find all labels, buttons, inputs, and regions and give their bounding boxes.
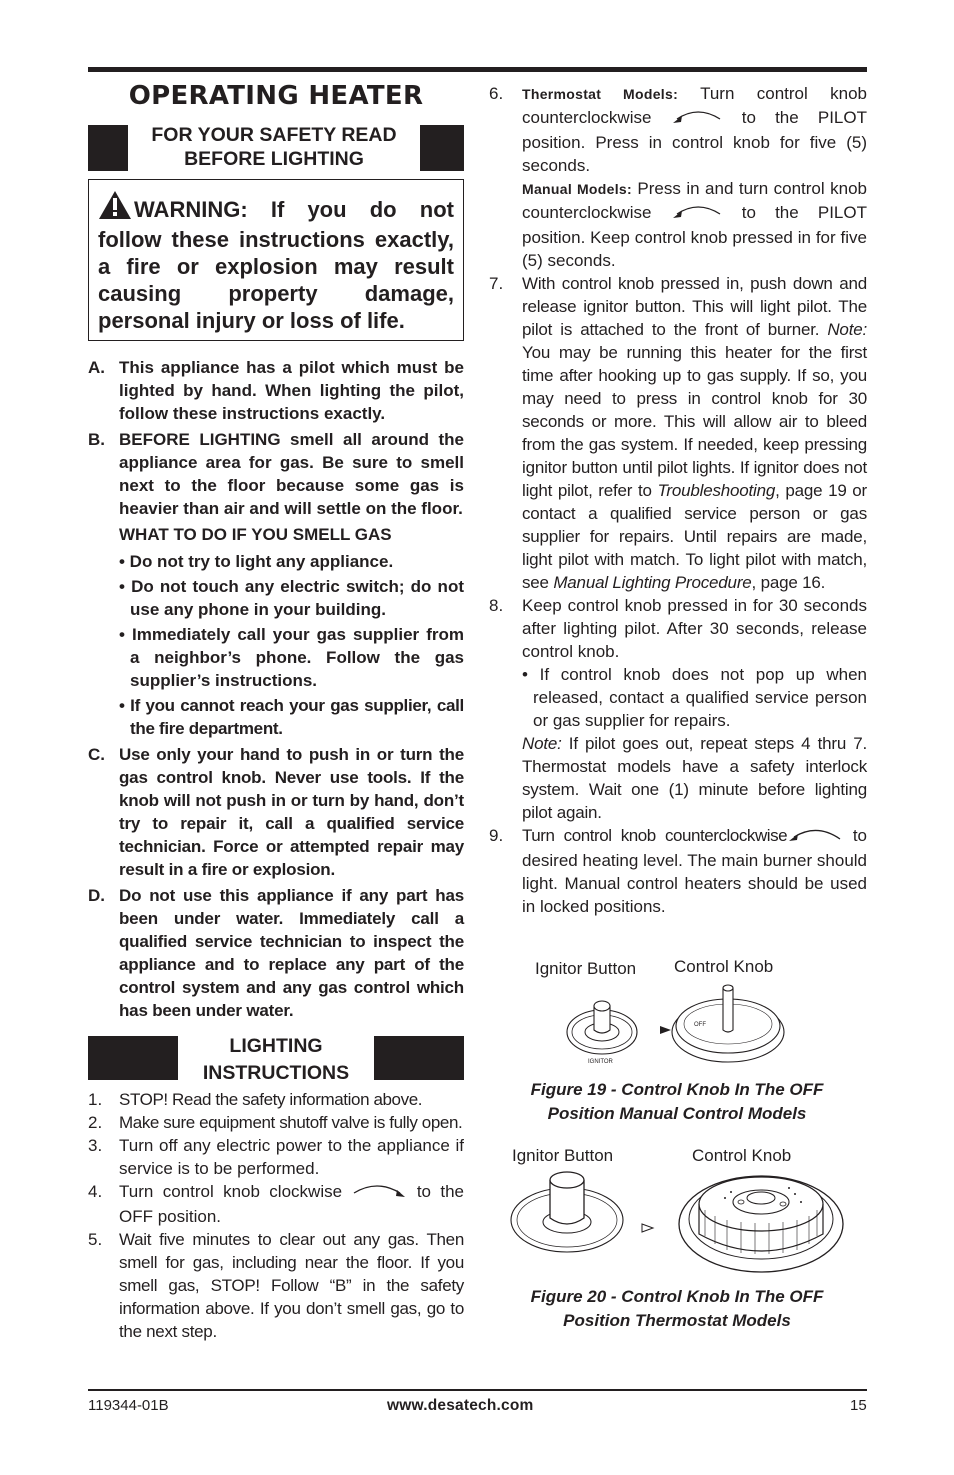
step-text-b: to desired heating level. The main burner should light. Manual control heaters should be used in locked positions.	[522, 826, 867, 916]
thermostat-knob-drawing	[679, 1176, 843, 1272]
step-text-c: Press in and turn control knob counterclockwise	[522, 179, 867, 222]
smell-gas-bullet: • Do not try to light any appliance.	[119, 552, 394, 571]
step-4	[88, 1180, 464, 1228]
lighting-header	[88, 1035, 464, 1084]
smell-gas-heading: WHAT TO DO IF YOU SMELL GAS	[119, 525, 392, 544]
safety-header-text	[128, 123, 420, 171]
troubleshooting-reference: Troubleshooting	[657, 481, 776, 500]
step-5	[88, 1228, 464, 1343]
lighting-steps-left	[88, 1088, 464, 1343]
lighting-header-line1: LIGHTING	[229, 1035, 323, 1057]
note-text: If pilot goes out, repeat steps 4 thru 7. Thermostat models have a safety interlock system. Wait one (1) minute before lighting pilot again.	[522, 734, 867, 822]
safety-list	[88, 356, 464, 1022]
step-text: Wait five minutes to clear out any gas. Then smell for gas, including near the floor. If you smell gas, STOP! Follow “B” in the safety information above. If you don’t smell gas, go to the next step.	[119, 1230, 464, 1341]
caption-line2: Position Thermostat Models	[563, 1311, 791, 1330]
right-column	[487, 82, 867, 918]
safety-item-a	[88, 356, 464, 425]
step-text-a: Turn control knob counterclockwise	[522, 826, 788, 845]
step-number: 5.	[88, 1230, 103, 1249]
step-note	[522, 732, 867, 824]
figure20-caption	[487, 1285, 867, 1333]
manual-lighting-reference: Manual Lighting Procedure	[553, 573, 752, 592]
item-text: BEFORE LIGHTING smell all around the appliance area for gas. Be sure to smell next to the floor because some gas is heavier than air and will settle on the floor.	[119, 430, 464, 518]
safety-item-b	[88, 428, 464, 520]
step-7	[487, 272, 867, 594]
page-title: OPERATING HEATER	[128, 81, 424, 111]
top-rule	[88, 67, 867, 72]
page-number: 15	[850, 1397, 867, 1414]
step-number: 1.	[88, 1090, 103, 1109]
safety-item-c	[88, 743, 464, 881]
step-text-c: , page 19 or contact a qualified service person or gas supplier for repairs. Until repairs are made, light pilot with match. To light pilot with match, see	[522, 481, 868, 592]
ignitor-small-label: IGNITOR	[588, 1059, 613, 1065]
doc-number: 119344-01B	[88, 1397, 169, 1414]
counterclockwise-arrow-icon	[671, 202, 723, 226]
figure19-knob-label: Control Knob	[674, 957, 774, 976]
item-label: D.	[88, 886, 105, 905]
step-text-a: Turn control knob clockwise	[119, 1182, 343, 1201]
step-number: 8.	[489, 596, 504, 615]
figure19-illustration	[560, 980, 790, 1070]
counterclockwise-arrow-icon	[787, 825, 843, 849]
step-text: STOP! Read the safety information above.	[119, 1090, 423, 1109]
step-text-b: to the PILOT position. Press in control knob for five (5) seconds.	[522, 108, 867, 175]
step-text-b: to the OFF position.	[119, 1182, 464, 1226]
header-block-left	[88, 125, 128, 171]
header-block-right	[374, 1036, 464, 1080]
caption-line1: Figure 19 - Control Knob In The OFF	[530, 1080, 824, 1099]
safety-item-d	[88, 884, 464, 1022]
header-block-right	[420, 125, 464, 171]
control-knob-drawing	[672, 985, 784, 1062]
step-text: Make sure equipment shutoff valve is fully open.	[119, 1113, 463, 1132]
step-text-a: Turn control knob counterclockwise	[522, 84, 867, 127]
step-text-d: , page 16.	[751, 573, 826, 592]
off-small-label: OFF	[694, 1022, 706, 1028]
warning-text	[98, 190, 454, 334]
warning-message: WARNING: If you do not follow these instructions exactly, a fire or explosion may result causing property damage, personal injury or loss of life.	[98, 197, 454, 333]
safety-header-line2: BEFORE LIGHTING	[184, 148, 364, 170]
step-2	[88, 1111, 464, 1134]
figure19-ignitor-label: Ignitor Button	[535, 959, 637, 978]
step-8	[487, 594, 867, 824]
warning-box	[88, 179, 464, 341]
step-text-main: Keep control knob pressed in for 30 seconds after lighting pilot. After 30 seconds, release control knob.	[522, 596, 867, 661]
header-block-left	[88, 1036, 178, 1080]
step-text	[522, 594, 867, 824]
step-number: 7.	[489, 274, 504, 293]
step-text	[522, 82, 867, 272]
step-number: 6.	[489, 84, 504, 103]
lighting-header-text	[178, 1033, 374, 1084]
counterclockwise-arrow-icon	[671, 107, 723, 131]
pointer-arrow-icon	[642, 1224, 653, 1232]
thermostat-models-label: Thermostat Models:	[522, 86, 679, 102]
figure20-knob-label: Control Knob	[692, 1146, 792, 1165]
left-column	[88, 80, 464, 1343]
note-label: Note:	[827, 320, 867, 339]
caption-line1: Figure 20 - Control Knob In The OFF	[530, 1287, 824, 1306]
ignitor-button-drawing	[567, 1001, 637, 1065]
ignitor-button-drawing	[511, 1172, 623, 1252]
safety-header-line1: FOR YOUR SAFETY READ	[151, 124, 397, 146]
item-text: Use only your hand to push in or turn the gas control knob. Never use tools. If the knob will not push in or turn by hand, don’t try to repair it, call a qualified service technician. Force or attempted repair may result in a fire or explosion.	[119, 745, 464, 879]
step-number: 3.	[88, 1136, 103, 1155]
step-text-b: You may be running this heater for the first time after hooking up to gas supply. If so, you may need to press in control knob for 30 seconds or more. This will allow air to bleed from the gas system. If needed, keep pressing ignitor button until pilot lights. If ignitor does not light pilot, refer to	[522, 343, 867, 500]
note-label: Note:	[522, 734, 562, 753]
figure20-ignitor-label: Ignitor Button	[512, 1146, 614, 1165]
manual-models-label: Manual Models:	[522, 181, 632, 197]
item-label: B.	[88, 430, 105, 449]
step-text	[522, 824, 867, 918]
step-bullet: • If control knob does not pop up when released, contact a qualified service person or gas supplier for repairs.	[522, 665, 867, 730]
website-link[interactable]: www.desatech.com	[387, 1397, 534, 1414]
step-3	[88, 1134, 464, 1180]
item-text: Do not use this appliance if any part has been under water. Immediately call a qualified service technician to inspect the appliance and to replace any part of the control system and any gas control which has been under water.	[119, 886, 464, 1020]
step-6	[487, 82, 867, 272]
caption-line2: Position Manual Control Models	[547, 1104, 807, 1123]
step-1	[88, 1088, 464, 1111]
item-label: A.	[88, 358, 105, 377]
step-text	[119, 1180, 464, 1228]
lighting-header-line2: INSTRUCTIONS	[202, 1062, 350, 1084]
smell-gas-bullet: • Immediately call your gas supplier from a neighbor’s phone. Follow the gas supplier’s instructions.	[119, 625, 464, 690]
step-number: 9.	[489, 826, 504, 845]
bottom-rule	[88, 1389, 867, 1391]
item-label: C.	[88, 745, 105, 764]
step-9	[487, 824, 867, 918]
smell-gas-bullet: • If you cannot reach your gas supplier, call the fire department.	[119, 696, 464, 738]
smell-gas-bullet: • Do not touch any electric switch; do not use any phone in your building.	[119, 577, 464, 619]
step-number: 4.	[88, 1182, 103, 1201]
step-text-d: to the PILOT position. Keep control knob pressed in for five (5) seconds.	[522, 203, 867, 270]
safety-header	[88, 125, 464, 171]
step-text-a: With control knob pressed in, push down and release ignitor button. This will light pilot. The pilot is attached to the front of burner.	[522, 274, 867, 339]
pointer-arrow-icon	[660, 1026, 671, 1034]
figure20-illustration	[505, 1164, 850, 1276]
step-text	[522, 272, 867, 594]
warning-triangle-icon	[98, 190, 132, 226]
clockwise-arrow-icon	[351, 1181, 407, 1205]
item-text: This appliance has a pilot which must be lighted by hand. When lighting the pilot, follow these instructions exactly.	[119, 358, 464, 423]
step-number: 2.	[88, 1113, 103, 1132]
figure19-caption	[487, 1078, 867, 1126]
step-text: Turn off any electric power to the appliance if service is to be performed.	[119, 1136, 464, 1178]
